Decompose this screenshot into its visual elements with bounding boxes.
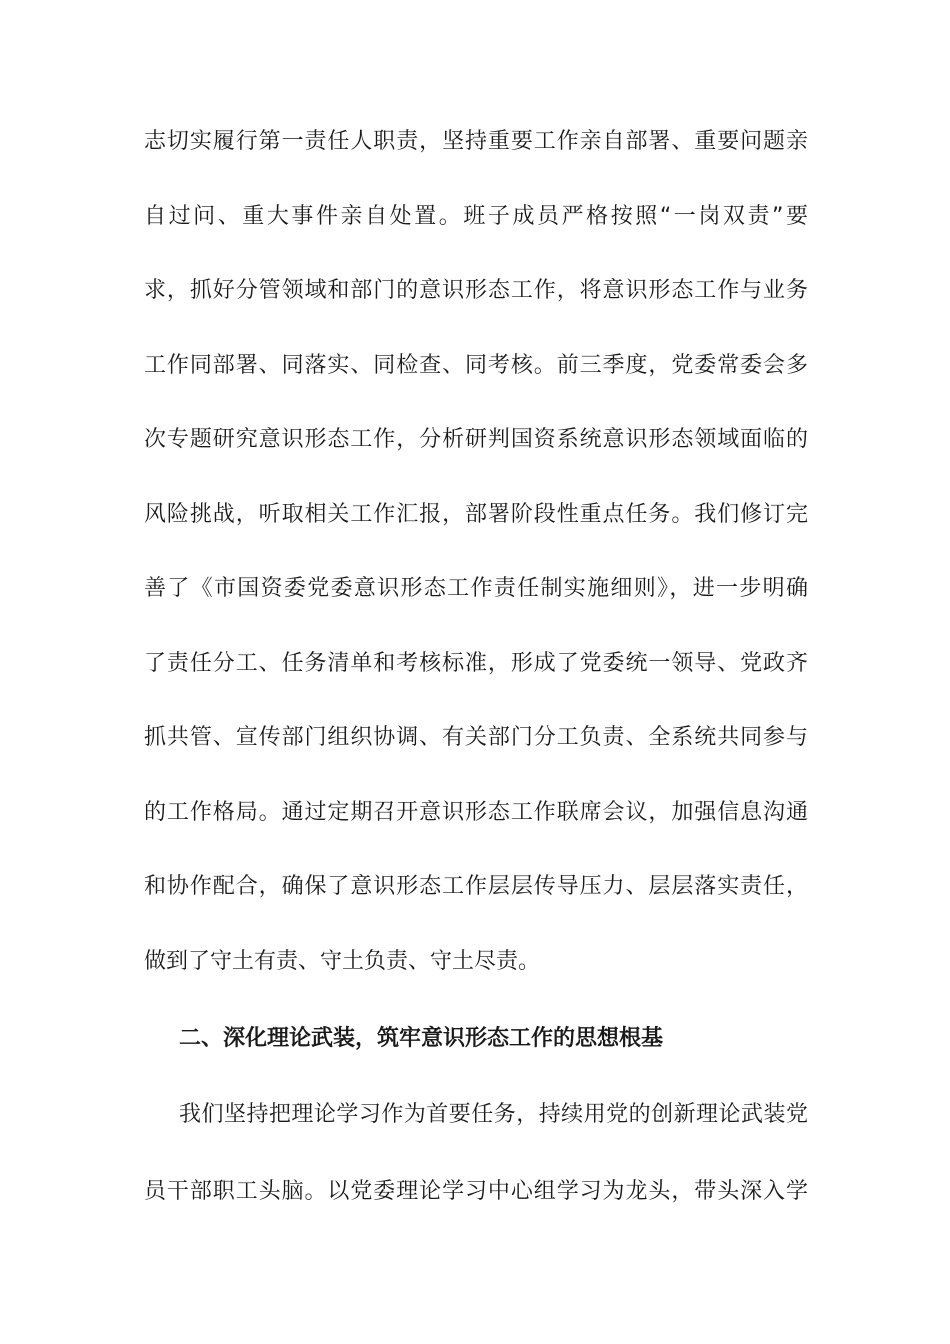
paragraph-1-line-5: 次专题研究意识形态工作，分析研判国资系统意识形态领域面临的: [144, 427, 808, 452]
paragraph-1-line-11: 和协作配合，确保了意识形态工作层层传导压力、层层落实责任，: [144, 874, 808, 899]
paragraph-1-line-8: 了责任分工、任务清单和考核标准，形成了党委统一领导、党政齐: [144, 651, 808, 676]
paragraph-2-line-2: 员干部职工头脑。以党委理论学习中心组学习为龙头，带头深入学: [144, 1179, 808, 1204]
paragraph-1-line-9: 抓共管、宣传部门组织协调、有关部门分工负责、全系统共同参与: [144, 725, 808, 750]
paragraph-1-line-2: 自过问、重大事件亲自处置。班子成员严格按照“一岗双责”要: [144, 204, 808, 229]
paragraph-1-line-4: 工作同部署、同落实、同检查、同考核。前三季度，党委常委会多: [144, 353, 808, 378]
paragraph-1-line-7: 善了《市国资委党委意识形态工作责任制实施细则》，进一步明确: [144, 576, 808, 601]
paragraph-1-line-1: 志切实履行第一责任人职责，坚持重要工作亲自部署、重要问题亲: [144, 129, 808, 154]
paragraph-1-line-3: 求，抓好分管领域和部门的意识形态工作，将意识形态工作与业务: [144, 278, 808, 303]
paragraph-2-line-1: 我们坚持把理论学习作为首要任务，持续用党的创新理论武装党: [179, 1102, 808, 1127]
paragraph-1-line-6: 风险挑战，听取相关工作汇报，部署阶段性重点任务。我们修订完: [144, 502, 808, 527]
paragraph-1-line-12: 做到了守土有责、守土负责、守土尽责。: [144, 949, 541, 974]
paragraph-1-line-10: 的工作格局。通过定期召开意识形态工作联席会议，加强信息沟通: [144, 800, 808, 825]
section-2-heading: 二、深化理论武装，筑牢意识形态工作的思想根基: [179, 1026, 664, 1051]
